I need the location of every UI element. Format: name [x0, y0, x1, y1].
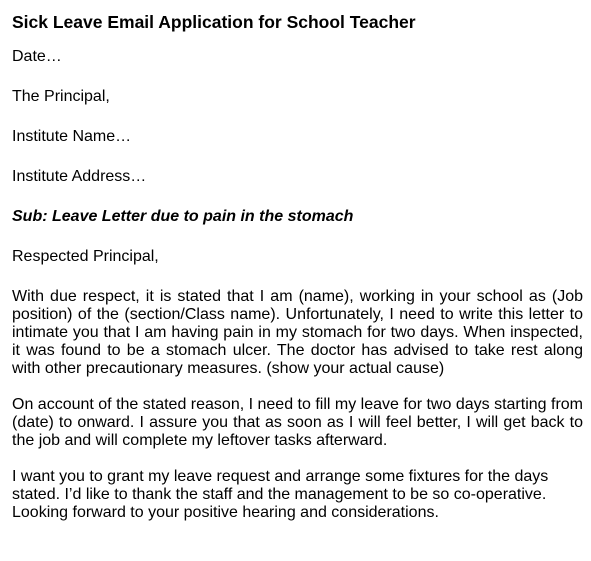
recipient-line: The Principal, [12, 88, 110, 105]
body-paragraph-1: With due respect, it is stated that I am (name), working in your school as (Job position) of the (section/Class name). Unfortunately, I need to write this letter to intimate you that I am having pain in my stomach for two days. When inspected, it was found to be a stomach ulcer. The doctor has advised to take rest along with other precautionary measures. (show your actual cause) [12, 288, 583, 377]
institute-name-line: Institute Name… [12, 128, 132, 145]
document-title: Sick Leave Email Application for School Teacher [12, 12, 416, 32]
salutation-line: Respected Principal, [12, 248, 159, 265]
institute-address-line: Institute Address… [12, 168, 147, 185]
subject-line: Sub: Leave Letter due to pain in the stomach [12, 208, 354, 225]
date-line: Date… [12, 48, 62, 65]
body-paragraph-2: On account of the stated reason, I need to fill my leave for two days starting from (date) to onward. I assure you that as soon as I will feel better, I will get back to the job and will complete my leftover tasks afterward. [12, 396, 583, 449]
body-paragraph-3: I want you to grant my leave request and arrange some fixtures for the days stated. I’d like to thank the staff and the management to be so co-operative. Looking forward to your positive hearing and considerations. [12, 468, 549, 521]
